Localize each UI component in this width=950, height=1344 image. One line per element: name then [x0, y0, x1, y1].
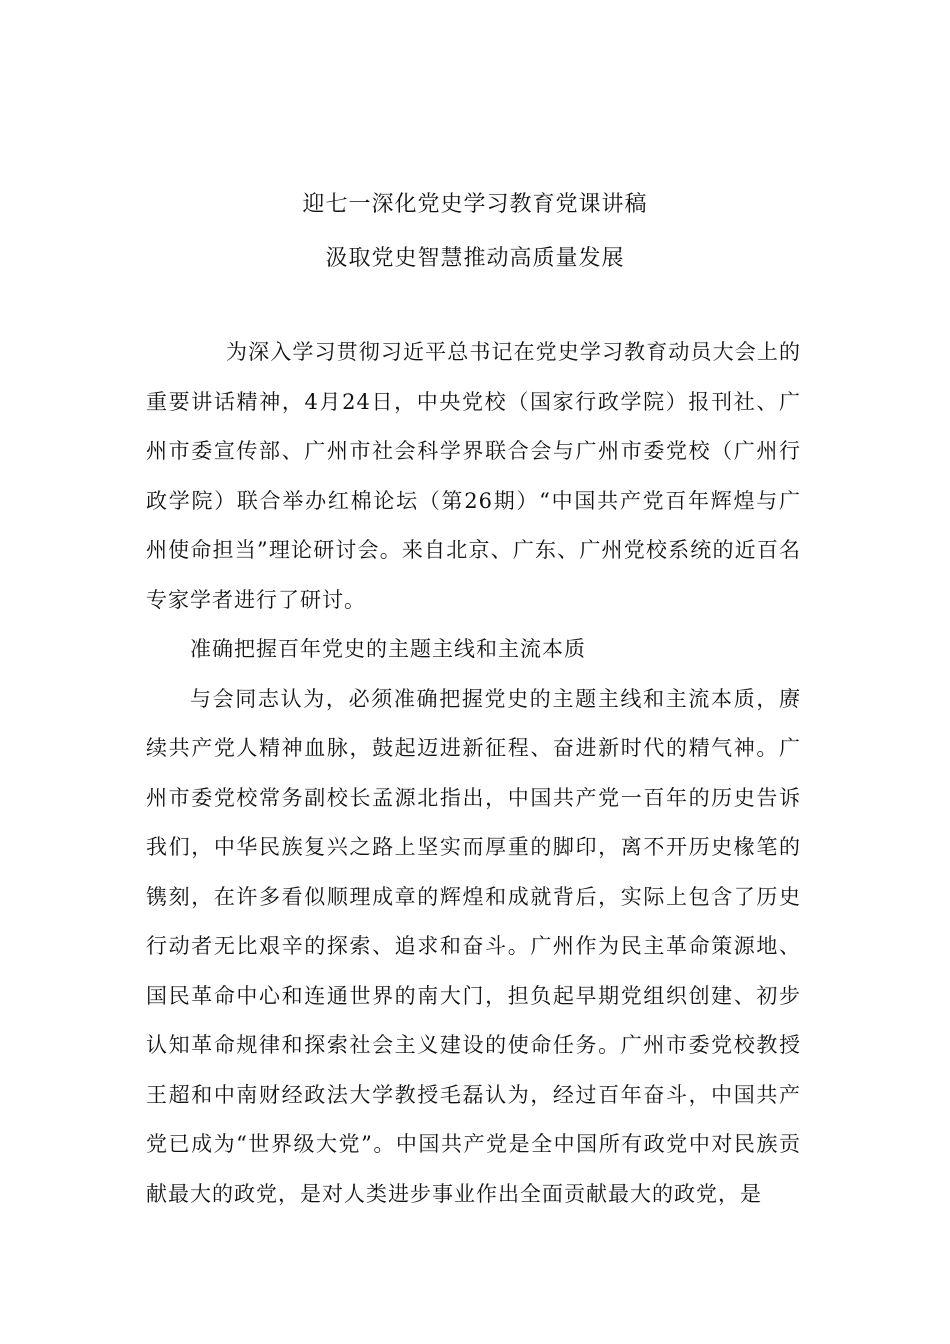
- document-title: 迎七一深化党史学习教育党课讲稿: [302, 192, 648, 217]
- document-body: [146, 328, 801, 1219]
- body-paragraph: 与会同志认为，必须准确把握党史的主题主线和主流本质，赓续共产党人精神血脉，鼓起迈进新征程、奋进新时代的精气神。广州市委党校常务副校长孟源北指出，中国共产党一百年的历史告诉我们，中华民族复兴之路上坚实而厚重的脚印，离不开历史椽笔的镌刻，在许多看似顺理成章的辉煌和成就背后，实际上包含了历史行动者无比艰辛的探索、追求和奋斗。广州作为民主革命策源地、国民革命中心和连通世界的南大门，担负起早期党组织创建、初步认知革命规律和探索社会主义建设的使命任务。广州市委党校教授王超和中南财经政法大学教授毛磊认为，经过百年奋斗，中国共产党已成为“世界级大党”。中国共产党是全中国所有政党中对民族贡献最大的政党，是对人类进步事业作出全面贡献最大的政党，是: [146, 686, 801, 1206]
- document-subtitle: 汲取党史智慧推动高质量发展: [325, 246, 625, 271]
- section-heading: 准确把握百年党史的主题主线和主流本质: [190, 637, 586, 661]
- title-block: [0, 178, 950, 286]
- intro-paragraph: 为深入学习贯彻习近平总书记在党史学习教育动员大会上的重要讲话精神，4月24日，中央党校（国家行政学院）报刊社、广州市委宣传部、广州市社会科学界联合会与广州市委党校（广州行政学院）联合举办红棉论坛（第26期）“中国共产党百年辉煌与广州使命担当”理论研讨会。来自北京、广东、广州党校系统的近百名专家学者进行了研讨。: [146, 340, 801, 612]
